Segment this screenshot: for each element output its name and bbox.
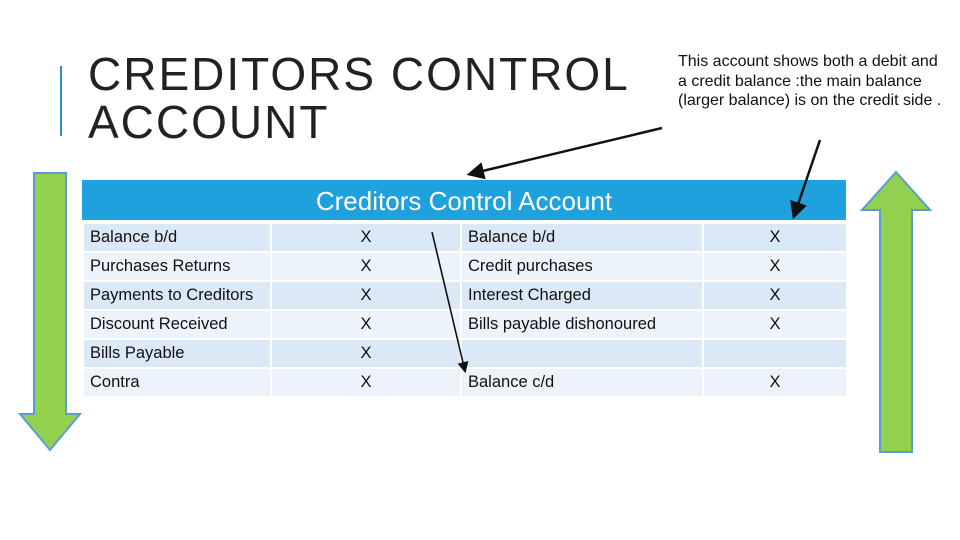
- credit-item: Credit purchases: [461, 252, 703, 281]
- debit-item: Discount Received: [83, 310, 271, 339]
- debit-amount: X: [271, 252, 461, 281]
- pointer-arrow-balance: [432, 232, 465, 371]
- debit-amount: X: [271, 310, 461, 339]
- debit-amount: X: [271, 339, 461, 368]
- credit-item: Interest Charged: [461, 281, 703, 310]
- debit-item: Contra: [83, 368, 271, 397]
- debit-amount: X: [271, 281, 461, 310]
- pointer-arrow-title: [470, 128, 662, 174]
- credit-amount: X: [703, 310, 847, 339]
- credit-item: Balance c/d: [461, 368, 703, 397]
- up-arrow-icon: [862, 172, 930, 452]
- down-arrow-icon: [20, 173, 80, 450]
- credit-amount: X: [703, 223, 847, 252]
- pointer-arrow-note: [794, 140, 820, 216]
- slide-title-line-2: ACCOUNT: [88, 96, 330, 148]
- ledger-header: Creditors Control Account: [82, 180, 846, 222]
- debit-item: Payments to Creditors: [83, 281, 271, 310]
- slide-title-line-1: CREDITORS CONTROL: [88, 48, 630, 100]
- credit-amount: X: [703, 281, 847, 310]
- debit-amount: X: [271, 368, 461, 397]
- annotation-note: This account shows both a debit and a credit balance :the main balance (larger balance) is on the credit side .: [678, 53, 942, 109]
- credit-item: Balance b/d: [461, 223, 703, 252]
- debit-item: Balance b/d: [83, 223, 271, 252]
- debit-item: Bills Payable: [83, 339, 271, 368]
- debit-amount: X: [271, 223, 461, 252]
- debit-item: Purchases Returns: [83, 252, 271, 281]
- credit-item: Bills payable dishonoured: [461, 310, 703, 339]
- credit-amount: X: [703, 368, 847, 397]
- credit-amount: X: [703, 252, 847, 281]
